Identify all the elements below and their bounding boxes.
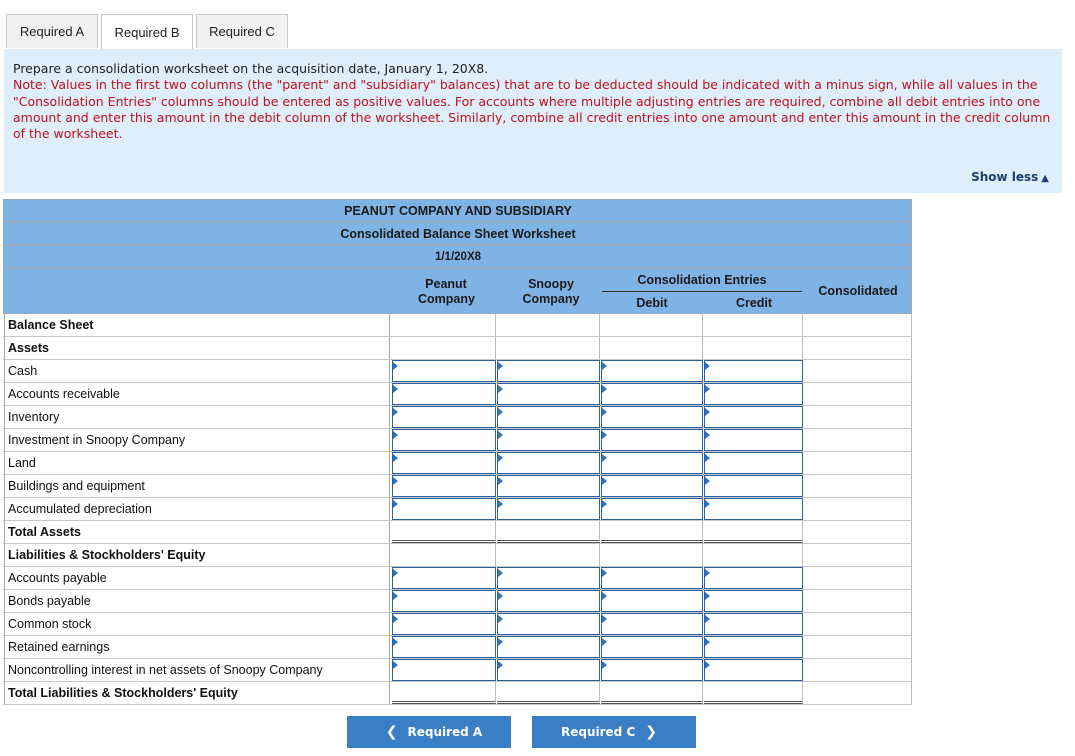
credit-input[interactable] xyxy=(704,613,803,635)
peanut-cell xyxy=(392,521,496,543)
table-row xyxy=(3,521,912,544)
consolidated-cell xyxy=(805,544,912,566)
peanut-input[interactable] xyxy=(392,590,496,612)
col-header-snoopy: Snoopy Company xyxy=(522,277,580,306)
table-row xyxy=(3,636,912,659)
debit-cell xyxy=(601,544,703,566)
snoopy-cell xyxy=(497,337,600,359)
credit-input[interactable] xyxy=(704,475,803,497)
row-label: Accounts payable xyxy=(4,567,390,589)
consolidated-cell xyxy=(805,682,912,704)
debit-input[interactable] xyxy=(601,383,703,405)
consolidated-cell xyxy=(805,475,912,497)
consolidated-cell xyxy=(805,337,912,359)
consolidated-cell xyxy=(805,314,912,336)
chevron-left-icon: ❮ xyxy=(385,724,398,740)
snoopy-input[interactable] xyxy=(497,360,600,382)
row-label: Bonds payable xyxy=(4,590,390,612)
tab-bar xyxy=(6,14,291,49)
table-row xyxy=(3,337,912,360)
instructions-note: Note: Values in the first two columns (the "parent" and "subsidiary" balances) that are to be deducted should be indicated with a minus sign, while all values in the "Consolidation Entries" columns should be entered as positive values. For accounts where multiple adjusting entries are required, combine all debit entries into one amount and enter this amount in the debit column of the worksheet. Similarly, combine all credit entries into one amount and enter this amount in the credit column of the worksheet. xyxy=(13,77,1051,142)
credit-cell xyxy=(704,682,803,704)
worksheet-title: PEANUT COMPANY AND SUBSIDIARY xyxy=(344,203,572,218)
col-header-consolidation-entries: Consolidation Entries xyxy=(637,273,767,287)
credit-cell xyxy=(704,314,803,336)
consolidated-cell xyxy=(805,383,912,405)
table-row xyxy=(3,567,912,590)
row-label: Common stock xyxy=(4,613,390,635)
worksheet-title-row xyxy=(3,199,912,222)
credit-cell xyxy=(704,544,803,566)
tab-required-a[interactable]: Required A xyxy=(6,14,98,48)
table-row xyxy=(3,659,912,682)
snoopy-cell xyxy=(497,544,600,566)
consolidated-cell xyxy=(805,567,912,589)
peanut-cell xyxy=(392,337,496,359)
table-row xyxy=(3,314,912,337)
next-required-c-button[interactable] xyxy=(532,716,696,748)
consolidated-cell xyxy=(805,498,912,520)
debit-cell xyxy=(601,314,703,336)
snoopy-input[interactable] xyxy=(497,383,600,405)
table-row xyxy=(3,544,912,567)
table-row xyxy=(3,383,912,406)
table-row xyxy=(3,452,912,475)
consolidated-cell xyxy=(805,590,912,612)
snoopy-input[interactable] xyxy=(497,406,600,428)
table-row xyxy=(3,682,912,705)
row-label: Balance Sheet xyxy=(4,314,390,336)
peanut-cell xyxy=(392,314,496,336)
row-label: Liabilities & Stockholders' Equity xyxy=(4,544,390,566)
debit-input[interactable] xyxy=(601,475,703,497)
next-button-label: Required C xyxy=(561,725,636,739)
peanut-input[interactable] xyxy=(392,406,496,428)
peanut-input[interactable] xyxy=(392,659,496,681)
row-label: Noncontrolling interest in net assets of Snoopy Company xyxy=(4,659,390,681)
table-row xyxy=(3,498,912,521)
snoopy-input[interactable] xyxy=(497,452,600,474)
peanut-input[interactable] xyxy=(392,567,496,589)
credit-input[interactable] xyxy=(704,498,803,520)
credit-input[interactable] xyxy=(704,636,803,658)
credit-input[interactable] xyxy=(704,590,803,612)
snoopy-input[interactable] xyxy=(497,636,600,658)
row-label: Assets xyxy=(4,337,390,359)
row-label: Investment in Snoopy Company xyxy=(4,429,390,451)
column-header-row xyxy=(3,268,912,314)
worksheet-date: 1/1/20X8 xyxy=(434,250,482,263)
consolidated-cell xyxy=(805,452,912,474)
snoopy-input[interactable] xyxy=(497,659,600,681)
consolidated-cell xyxy=(805,429,912,451)
col-header-credit: Credit xyxy=(735,296,773,310)
row-label: Accumulated depreciation xyxy=(4,498,390,520)
snoopy-input[interactable] xyxy=(497,475,600,497)
credit-input[interactable] xyxy=(704,659,803,681)
consolidated-cell xyxy=(805,406,912,428)
table-row xyxy=(3,429,912,452)
debit-input[interactable] xyxy=(601,567,703,589)
snoopy-cell xyxy=(497,521,600,543)
debit-input[interactable] xyxy=(601,406,703,428)
debit-cell xyxy=(601,337,703,359)
credit-input[interactable] xyxy=(704,452,803,474)
row-label: Total Liabilities & Stockholders' Equity xyxy=(4,682,390,704)
peanut-input[interactable] xyxy=(392,383,496,405)
consolidated-cell xyxy=(805,613,912,635)
debit-input[interactable] xyxy=(601,636,703,658)
col-header-peanut: Peanut Company xyxy=(418,277,475,306)
consolidated-cell xyxy=(805,521,912,543)
row-label: Inventory xyxy=(4,406,390,428)
table-row xyxy=(3,613,912,636)
debit-cell xyxy=(601,682,703,704)
tab-required-c[interactable]: Required C xyxy=(196,14,288,48)
credit-input[interactable] xyxy=(704,360,803,382)
consolidated-cell xyxy=(805,636,912,658)
row-label: Buildings and equipment xyxy=(4,475,390,497)
snoopy-cell xyxy=(497,314,600,336)
debit-input[interactable] xyxy=(601,613,703,635)
credit-cell xyxy=(704,337,803,359)
peanut-input[interactable] xyxy=(392,475,496,497)
table-row xyxy=(3,475,912,498)
table-row xyxy=(3,590,912,613)
tab-required-b[interactable]: Required B xyxy=(101,14,193,49)
credit-input[interactable] xyxy=(704,406,803,428)
credit-input[interactable] xyxy=(704,383,803,405)
snoopy-input[interactable] xyxy=(497,429,600,451)
peanut-input[interactable] xyxy=(392,613,496,635)
table-row xyxy=(3,406,912,429)
row-label: Cash xyxy=(4,360,390,382)
credit-input[interactable] xyxy=(704,429,803,451)
entries-divider xyxy=(602,291,802,292)
worksheet-subtitle-row xyxy=(3,222,912,245)
debit-input[interactable] xyxy=(601,590,703,612)
col-header-debit: Debit xyxy=(636,296,668,310)
peanut-cell xyxy=(392,544,496,566)
instructions-panel xyxy=(4,49,1062,193)
peanut-input[interactable] xyxy=(392,429,496,451)
credit-cell xyxy=(704,521,803,543)
snoopy-input[interactable] xyxy=(497,498,600,520)
row-label: Land xyxy=(4,452,390,474)
consolidated-cell xyxy=(805,360,912,382)
peanut-input[interactable] xyxy=(392,452,496,474)
peanut-input[interactable] xyxy=(392,360,496,382)
snoopy-input[interactable] xyxy=(497,567,600,589)
snoopy-cell xyxy=(497,682,600,704)
debit-input[interactable] xyxy=(601,429,703,451)
debit-input[interactable] xyxy=(601,360,703,382)
row-label: Total Assets xyxy=(4,521,390,543)
snoopy-input[interactable] xyxy=(497,590,600,612)
triangle-up-icon: ▲ xyxy=(1041,173,1049,184)
col-header-consolidated: Consolidated xyxy=(818,284,898,298)
worksheet-date-row xyxy=(3,245,912,268)
credit-input[interactable] xyxy=(704,567,803,589)
row-label: Retained earnings xyxy=(4,636,390,658)
chevron-right-icon: ❯ xyxy=(645,724,657,740)
row-label: Accounts receivable xyxy=(4,383,390,405)
peanut-input[interactable] xyxy=(392,498,496,520)
prev-required-a-button[interactable] xyxy=(347,716,511,748)
debit-cell xyxy=(601,521,703,543)
show-less-label: Show less xyxy=(971,170,1039,184)
consolidated-cell xyxy=(805,659,912,681)
show-less-link[interactable] xyxy=(971,170,1049,184)
debit-input[interactable] xyxy=(601,659,703,681)
table-row xyxy=(3,360,912,383)
peanut-input[interactable] xyxy=(392,636,496,658)
debit-input[interactable] xyxy=(601,452,703,474)
instructions-main: Prepare a consolidation worksheet on the acquisition date, January 1, 20X8. xyxy=(13,61,489,76)
prev-button-label: Required A xyxy=(407,725,483,739)
worksheet-subtitle: Consolidated Balance Sheet Worksheet xyxy=(340,226,576,241)
snoopy-input[interactable] xyxy=(497,613,600,635)
debit-input[interactable] xyxy=(601,498,703,520)
peanut-cell xyxy=(392,682,496,704)
